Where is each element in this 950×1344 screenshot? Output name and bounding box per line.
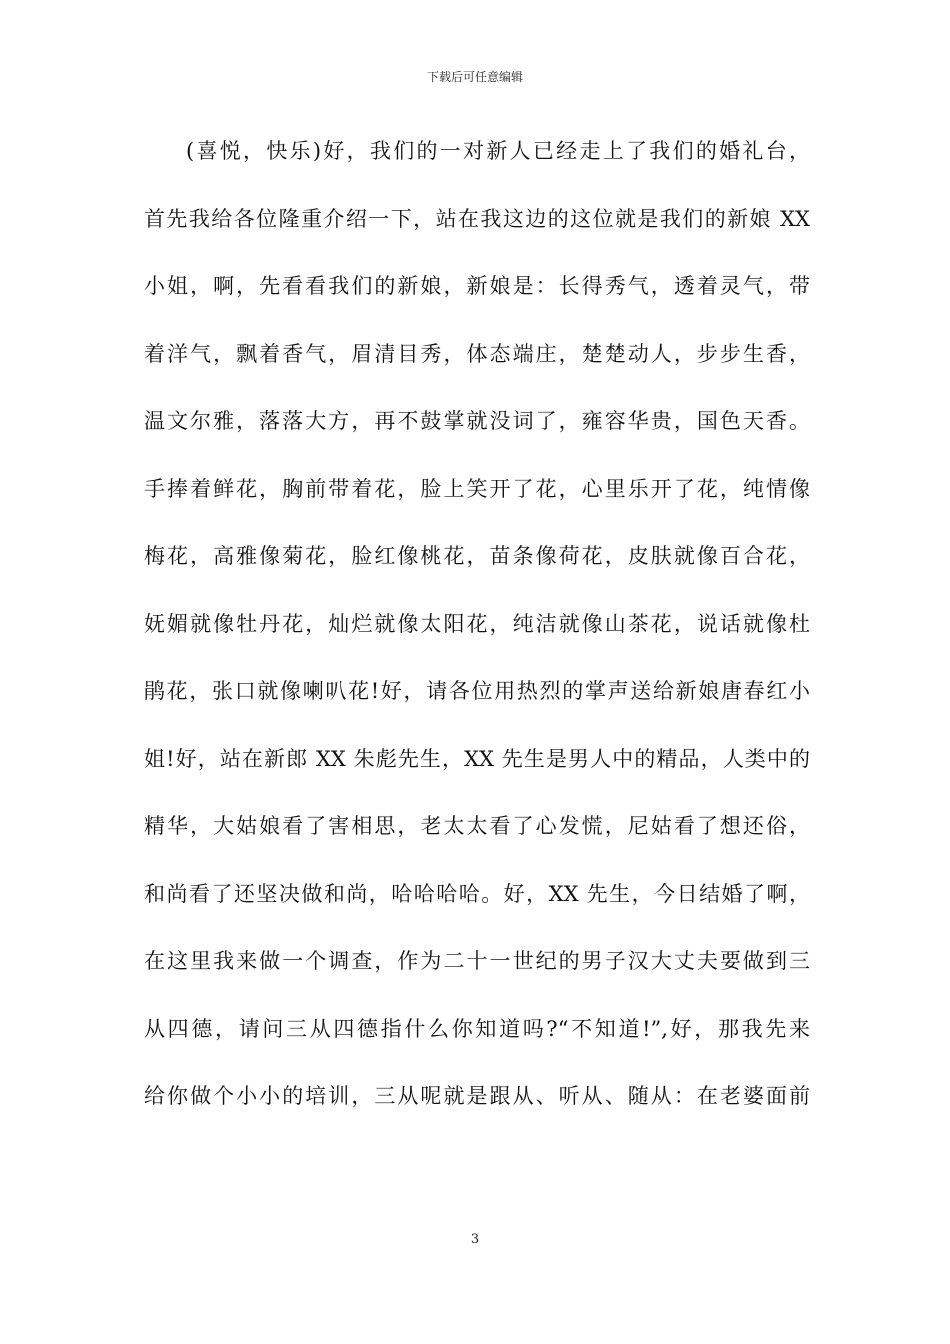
text-line: 从四德，请问三从四德指什么你知道吗?“不知道!”,好，那我先来 [144,1016,810,1041]
text-line: 在这里我来做一个调查，作为二十一世纪的男子汉大丈夫要做到三 [144,949,810,973]
page-number: 3 [470,1232,480,1247]
text-line: 精华，大姑娘看了害相思，老太太看了心发慌，尼姑看了想还俗， [144,814,810,838]
text-line: 妩媚就像牡丹花，灿烂就像太阳花，纯洁就像山茶花，说话就像杜 [144,611,810,636]
text-line: 小姐，啊，先看看我们的新娘，新娘是：长得秀气，透着灵气，带 [144,274,810,298]
text-line: 给你做个小小的培训，三从呢就是跟从、听从、随从：在老婆面前 [144,1084,810,1108]
text-line: 首先我给各位隆重介绍一下，站在我这边的这位就是我们的新娘 XX [144,206,810,231]
body-text [144,118,810,1131]
text-line: 姐!好，站在新郎 XX 朱彪先生，XX 先生是男人中的精品，人类中的 [144,746,810,771]
text-line: (喜悦，快乐)好，我们的一对新人已经走上了我们的婚礼台， [186,139,810,163]
header-note: 下载后可任意编辑 [426,70,523,84]
text-line: 鹃花，张口就像喇叭花!好，请各位用热烈的掌声送给新娘唐春红小 [144,679,810,703]
text-line: 着洋气，飘着香气，眉清目秀，体态端庄，楚楚动人，步步生香， [144,341,810,366]
text-line: 温文尔雅，落落大方，再不鼓掌就没词了，雍容华贵，国色天香。 [144,409,810,433]
text-line: 和尚看了还坚决做和尚，哈哈哈哈。好，XX 先生，今日结婚了啊， [144,881,810,906]
text-line: 梅花，高雅像菊花，脸红像桃花，苗条像荷花，皮肤就像百合花， [144,544,810,568]
text-line: 手捧着鲜花，胸前带着花，脸上笑开了花，心里乐开了花，纯情像 [144,476,810,501]
